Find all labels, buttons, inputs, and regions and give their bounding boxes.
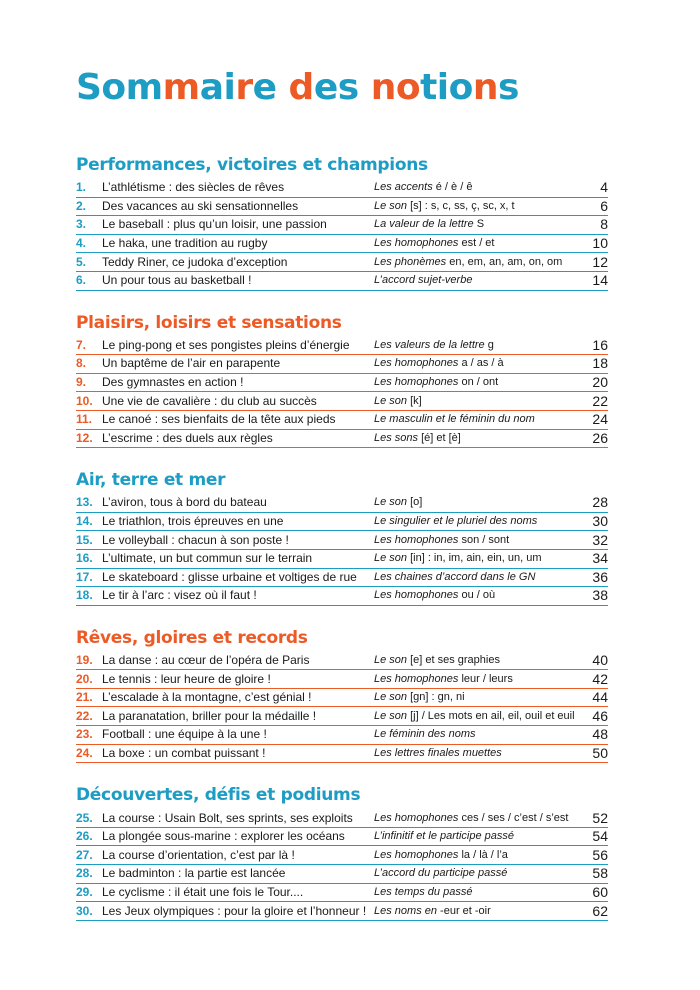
notion-detail: on / ont	[458, 376, 499, 389]
title-segment: m	[162, 67, 200, 108]
entry-topic: Le tir à l’arc : visez où il faut !	[102, 588, 257, 603]
notion-label: Les homophones	[374, 811, 459, 824]
toc-entry[interactable]	[76, 253, 608, 272]
toc-entry[interactable]	[76, 272, 608, 291]
section-heading: Découvertes, défis et podiums	[76, 785, 361, 806]
entry-topic: La paranatation, briller pour la médaille !	[102, 708, 317, 723]
toc-entry[interactable]	[76, 411, 608, 430]
entry-number: 12.	[76, 430, 93, 445]
notion-label: Les phonèmes	[374, 255, 447, 268]
entry-page-number: 20	[592, 374, 608, 391]
notion-detail: [s] : s, c, ss, ç, sc, x, t	[407, 199, 515, 212]
sections-list	[76, 154, 608, 921]
notion-label: L’accord du participe passé	[374, 867, 508, 880]
entry-number: 16.	[76, 551, 93, 566]
entry-number: 24.	[76, 745, 93, 760]
entry-notion	[374, 847, 584, 864]
notion-detail: g	[484, 338, 494, 351]
entry-page-number: 26	[592, 429, 608, 446]
notion-detail: a / as / à	[458, 357, 504, 370]
notion-label: Les homophones	[374, 533, 459, 546]
section-heading: Air, terre et mer	[76, 470, 226, 491]
toc-entry[interactable]	[76, 337, 608, 356]
toc-entry[interactable]	[76, 865, 608, 884]
notion-label: Les chaines d’accord dans le GN	[374, 570, 536, 583]
notion-label: Le son	[374, 552, 408, 565]
entry-notion	[374, 828, 584, 845]
title-segment: no	[370, 67, 421, 108]
entry-number: 6.	[76, 273, 87, 288]
entry-notion	[374, 272, 584, 289]
entry-notion	[374, 494, 584, 511]
entry-number: 23.	[76, 727, 93, 742]
title-segment: ai	[199, 67, 236, 108]
entry-notion	[374, 865, 584, 882]
notion-label: Le son	[374, 691, 408, 704]
notion-detail: S	[473, 218, 485, 231]
notion-label: Les noms en	[374, 904, 437, 917]
entry-topic: Teddy Riner, ce judoka d’exception	[102, 254, 288, 269]
notion-label: L’accord sujet-verbe	[374, 274, 473, 287]
notion-detail: [o]	[407, 496, 423, 509]
toc-entry[interactable]	[76, 809, 608, 828]
entry-notion	[374, 587, 584, 604]
toc-entry[interactable]	[76, 884, 608, 903]
entry-topic: Le ping-pong et ses pongistes pleins d’énergie	[102, 337, 350, 352]
notion-label: Le son	[374, 496, 408, 509]
title-segment: tio	[420, 67, 473, 108]
section-heading: Plaisirs, loisirs et sensations	[76, 312, 342, 333]
entry-page-number: 42	[592, 670, 608, 687]
notion-label: Les accents	[374, 181, 433, 194]
entry-page-number: 60	[592, 883, 608, 900]
entry-notion	[374, 216, 584, 233]
toc-entry[interactable]	[76, 846, 608, 865]
toc-section	[76, 784, 608, 921]
entry-page-number: 34	[592, 550, 608, 567]
toc-entry[interactable]	[76, 569, 608, 588]
toc-entry[interactable]	[76, 494, 608, 513]
entry-notion	[374, 550, 584, 567]
entry-notion	[374, 708, 584, 725]
toc-entry[interactable]	[76, 392, 608, 411]
entry-notion	[374, 235, 584, 252]
entry-topic: La plongée sous-marine : explorer les océans	[102, 829, 345, 844]
entry-page-number: 38	[592, 587, 608, 604]
entry-topic: L’ultimate, un but commun sur le terrain	[102, 551, 313, 566]
entry-topic: L’aviron, tous à bord du bateau	[102, 495, 267, 510]
entry-page-number: 6	[600, 197, 608, 214]
toc-entry[interactable]	[76, 726, 608, 745]
entry-page-number: 10	[592, 235, 608, 252]
notion-detail: é / è / ê	[432, 181, 473, 194]
notion-detail: ces / ses / c’est / s’est	[458, 811, 569, 824]
entry-page-number: 14	[592, 272, 608, 289]
entry-topic: Le badminton : la partie est lancée	[102, 866, 286, 881]
entry-topic: L’escrime : des duels aux règles	[102, 430, 273, 445]
notion-label: Les homophones	[374, 672, 459, 685]
entry-topic: Une vie de cavalière : du club au succès	[102, 393, 317, 408]
notion-detail: leur / leurs	[458, 672, 513, 685]
entry-notion	[374, 513, 584, 530]
entry-page-number: 62	[592, 902, 608, 919]
entry-number: 28.	[76, 866, 93, 881]
entry-topic: Le tennis : leur heure de gloire !	[102, 671, 271, 686]
entry-topic: Le cyclisme : il était une fois le Tour....	[102, 884, 304, 899]
entry-number: 27.	[76, 847, 93, 862]
notion-detail: [in] : in, im, ain, ein, un, um	[407, 552, 542, 565]
toc-entry[interactable]	[76, 587, 608, 606]
entry-number: 26.	[76, 829, 93, 844]
entry-number: 1.	[76, 180, 87, 195]
toc-entry[interactable]	[76, 216, 608, 235]
notion-detail: est / et	[458, 237, 495, 250]
notion-label: Les homophones	[374, 589, 459, 602]
notion-label: Le féminin des noms	[374, 728, 476, 741]
toc-entry[interactable]	[76, 531, 608, 550]
notion-detail: [é] et [è]	[418, 431, 461, 444]
entry-topic: Un baptême de l’air en parapente	[102, 356, 281, 371]
notion-label: Les homophones	[374, 376, 459, 389]
entry-page-number: 24	[592, 411, 608, 428]
entry-notion	[374, 810, 584, 827]
entry-page-number: 48	[592, 726, 608, 743]
title-segment: Som	[76, 67, 163, 108]
entry-notion	[374, 393, 584, 410]
notion-label: Le son	[374, 394, 408, 407]
entry-topic: L’escalade à la montagne, c’est génial !	[102, 690, 312, 705]
section-heading: Performances, victoires et champions	[76, 155, 428, 175]
entry-number: 25.	[76, 810, 93, 825]
toc-entry[interactable]	[76, 513, 608, 532]
entry-page-number: 46	[592, 707, 608, 724]
notion-label: L’infinitif et le participe passé	[374, 830, 515, 843]
notion-label: Les lettres finales muettes	[374, 746, 502, 759]
notion-label: Les homophones	[374, 237, 459, 250]
entry-page-number: 56	[592, 846, 608, 863]
notion-label: Le masculin et le féminin du nom	[374, 413, 535, 426]
notion-label: Les temps du passé	[374, 885, 473, 898]
entry-number: 2.	[76, 198, 87, 213]
title-segment: r	[235, 67, 253, 108]
title-segment: n	[472, 67, 499, 108]
entry-number: 18.	[76, 588, 93, 603]
entry-notion	[374, 569, 584, 586]
entry-page-number: 18	[592, 355, 608, 372]
entry-number: 30.	[76, 903, 93, 918]
toc-entry[interactable]	[76, 374, 608, 393]
entry-page-number: 54	[592, 828, 608, 845]
toc-entry[interactable]	[76, 355, 608, 374]
entry-topic: Le volleyball : chacun à son poste !	[102, 532, 289, 547]
entry-notion	[374, 652, 584, 669]
notion-detail: [j] / Les mots en ail, eil, ouil et euil	[407, 709, 575, 722]
toc-entry[interactable]	[76, 235, 608, 254]
notion-detail: ou / où	[458, 589, 496, 602]
entry-page-number: 40	[592, 651, 608, 668]
entry-notion	[374, 355, 584, 372]
entry-topic: Le triathlon, trois épreuves en une	[102, 514, 284, 529]
notion-detail: -eur et -oir	[436, 904, 491, 917]
table-of-contents	[76, 64, 608, 942]
toc-entry[interactable]	[76, 179, 608, 198]
toc-entry[interactable]	[76, 689, 608, 708]
entry-topic: Le haka, une tradition au rugby	[102, 236, 268, 251]
page-title	[76, 64, 608, 112]
entry-notion	[374, 884, 584, 901]
toc-entry[interactable]	[76, 430, 608, 449]
notion-detail: en, em, an, am, on, om	[446, 255, 563, 268]
entry-topic: L’athlétisme : des siècles de rêves	[102, 180, 285, 195]
notion-detail: son / sont	[458, 533, 510, 546]
notion-detail: [gn] : gn, ni	[407, 691, 465, 704]
notion-label: Le singulier et le pluriel des noms	[374, 515, 538, 528]
entry-notion	[374, 254, 584, 271]
entry-notion	[374, 689, 584, 706]
notion-label: Les sons	[374, 431, 419, 444]
entry-number: 5.	[76, 254, 87, 269]
notion-detail: [e] et ses graphies	[407, 653, 500, 666]
entry-page-number: 4	[600, 179, 608, 196]
notion-detail: [k]	[407, 394, 422, 407]
entry-notion	[374, 726, 584, 743]
notion-label: Le son	[374, 709, 408, 722]
entry-topic: Le skateboard : glisse urbaine et voltiges de rue	[102, 569, 357, 584]
entry-page-number: 28	[592, 494, 608, 511]
entry-page-number: 58	[592, 865, 608, 882]
entry-topic: Un pour tous au basketball !	[102, 273, 252, 288]
entry-number: 9.	[76, 375, 87, 390]
notion-label: Le son	[374, 199, 408, 212]
entry-number: 20.	[76, 671, 93, 686]
entry-number: 21.	[76, 690, 93, 705]
toc-entry[interactable]	[76, 670, 608, 689]
title-segment: s	[498, 67, 519, 108]
entry-page-number: 12	[592, 253, 608, 270]
entry-number: 22.	[76, 708, 93, 723]
toc-section	[76, 627, 608, 764]
title-segment: e	[252, 67, 289, 108]
entry-page-number: 16	[592, 336, 608, 353]
notion-label: Les homophones	[374, 848, 459, 861]
entry-notion	[374, 532, 584, 549]
entry-number: 3.	[76, 217, 87, 232]
toc-entry[interactable]	[76, 198, 608, 217]
entry-notion	[374, 671, 584, 688]
entry-notion	[374, 745, 584, 762]
entry-number: 29.	[76, 884, 93, 899]
entry-page-number: 32	[592, 531, 608, 548]
entry-notion	[374, 903, 584, 920]
entry-number: 4.	[76, 236, 87, 251]
toc-section	[76, 312, 608, 449]
notion-label: La valeur de la lettre	[374, 218, 474, 231]
entry-topic: Le canoé : ses bienfaits de la tête aux pieds	[102, 412, 336, 427]
entry-page-number: 52	[592, 809, 608, 826]
entry-topic: Des vacances au ski sensationnelles	[102, 198, 299, 213]
entry-notion	[374, 179, 584, 196]
entry-number: 17.	[76, 569, 93, 584]
entry-page-number: 8	[600, 216, 608, 233]
entry-page-number: 22	[592, 392, 608, 409]
entry-number: 10.	[76, 393, 93, 408]
notion-label: Les valeurs de la lettre	[374, 338, 485, 351]
toc-entry[interactable]	[76, 902, 608, 921]
entry-topic: La boxe : un combat puissant !	[102, 745, 266, 760]
notion-label: Le son	[374, 653, 408, 666]
entry-number: 8.	[76, 356, 87, 371]
entry-notion	[374, 374, 584, 391]
title-segment: d	[288, 67, 314, 108]
toc-entry[interactable]	[76, 707, 608, 726]
entry-page-number: 44	[592, 689, 608, 706]
entry-topic: Les Jeux olympiques : pour la gloire et l’honneur !	[102, 903, 367, 918]
entry-number: 11.	[76, 412, 93, 427]
entry-notion	[374, 411, 584, 428]
entry-page-number: 50	[592, 744, 608, 761]
entry-number: 14.	[76, 514, 93, 529]
entry-number: 7.	[76, 337, 87, 352]
toc-section	[76, 469, 608, 606]
title-segment: es	[313, 67, 371, 108]
entry-number: 15.	[76, 532, 93, 547]
section-heading: Rêves, gloires et records	[76, 627, 308, 648]
entry-topic: Football : une équipe à la une !	[102, 727, 267, 742]
entry-notion	[374, 430, 584, 447]
entry-notion	[374, 198, 584, 215]
toc-section	[76, 154, 608, 291]
entry-topic: La danse : au cœur de l’opéra de Paris	[102, 652, 310, 667]
toc-entry[interactable]	[76, 745, 608, 764]
toc-entry[interactable]	[76, 550, 608, 569]
entry-topic: Le baseball : plus qu’un loisir, une passion	[102, 217, 327, 232]
entry-topic: La course : Usain Bolt, ses sprints, ses exploits	[102, 810, 353, 825]
entry-page-number: 36	[592, 568, 608, 585]
entry-notion	[374, 337, 584, 354]
entry-topic: La course d’orientation, c’est par là !	[102, 847, 295, 862]
toc-entry[interactable]	[76, 652, 608, 671]
toc-entry[interactable]	[76, 828, 608, 847]
entry-number: 13.	[76, 495, 93, 510]
entry-number: 19.	[76, 652, 93, 667]
notion-label: Les homophones	[374, 357, 459, 370]
entry-page-number: 30	[592, 513, 608, 530]
notion-detail: la / là / l’a	[458, 848, 508, 861]
entry-topic: Des gymnastes en action !	[102, 375, 244, 390]
